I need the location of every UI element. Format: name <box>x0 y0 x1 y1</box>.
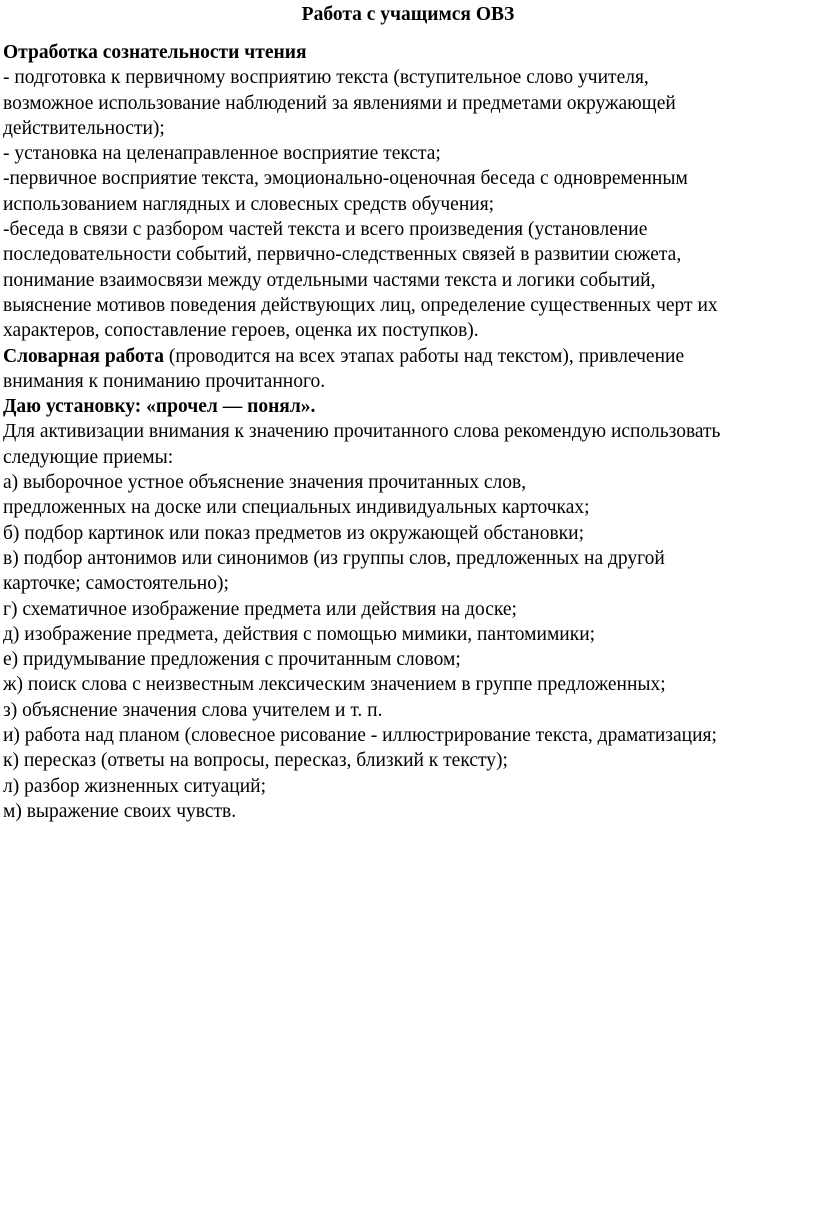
list-item: е) придумывание предложения с прочитанным словом; <box>3 649 461 671</box>
text-fragment: (проводится на всех этапах работы над текстом), привлечение <box>163 345 685 367</box>
list-item: л) разбор жизненных ситуаций; <box>3 775 267 797</box>
text-line: внимания к пониманию прочитанного. <box>3 370 326 392</box>
list-item: а) выборочное устное объяснение значения прочитанных слов, <box>3 472 527 494</box>
text-line: использованием наглядных и словесных средств обучения; <box>3 193 495 215</box>
text-line: -первичное восприятие текста, эмоционально-оценочная беседа с одновременным <box>3 168 688 190</box>
document-body <box>3 40 813 824</box>
text-line: - подготовка к первичному восприятию текста (вступительное слово учителя, <box>3 67 649 89</box>
vocabulary-paragraph-line <box>3 344 813 369</box>
section-heading-instruction: Даю установку: «прочел — понял». <box>3 396 316 418</box>
list-item: д) изображение предмета, действия с помощью мимики, пантомимики; <box>3 623 596 645</box>
list-item: предложенных на доске или специальных индивидуальных карточках; <box>3 497 590 519</box>
list-item: г) схематичное изображение предмета или действия на доске; <box>3 598 517 620</box>
list-item: карточке; самостоятельно); <box>3 573 229 595</box>
list-item: б) подбор картинок или показ предметов из окружающей обстановки; <box>3 522 584 544</box>
text-line: последовательности событий, первично-следственных связей в развитии сюжета, <box>3 244 682 266</box>
text-line: -беседа в связи с разбором частей текста и всего произведения (установление <box>3 219 648 241</box>
list-item: и) работа над планом (словесное рисование - иллюстрирование текста, драматизация; <box>3 725 717 747</box>
text-line: Для активизации внимания к значению прочитанного слова рекомендую использовать <box>3 421 721 443</box>
list-item: к) пересказ (ответы на вопросы, пересказ, близкий к тексту); <box>3 750 508 772</box>
text-line: выяснение мотивов поведения действующих лиц, определение существенных черт их <box>3 294 718 316</box>
text-line: действительности); <box>3 117 165 139</box>
list-item: м) выражение своих чувств. <box>3 800 237 822</box>
text-line: возможное использование наблюдений за явлениями и предметами окружающей <box>3 92 676 114</box>
section-heading-vocabulary: Словарная работа <box>3 345 164 367</box>
text-line: - установка на целенаправленное восприятие текста; <box>3 143 441 165</box>
list-item: в) подбор антонимов или синонимов (из группы слов, предложенных на другой <box>3 547 665 569</box>
document-title: Работа с учащимся ОВЗ <box>301 4 515 25</box>
section-heading-reading: Отработка сознательности чтения <box>3 42 307 63</box>
list-item: з) объяснение значения слова учителем и т. п. <box>3 699 383 721</box>
list-item: ж) поиск слова с неизвестным лексическим значением в группе предложенных; <box>3 674 666 696</box>
text-line: характеров, сопоставление героев, оценка их поступков). <box>3 320 479 342</box>
text-line: следующие приемы: <box>3 446 174 468</box>
text-line: понимание взаимосвязи между отдельными частями текста и логики событий, <box>3 269 656 291</box>
